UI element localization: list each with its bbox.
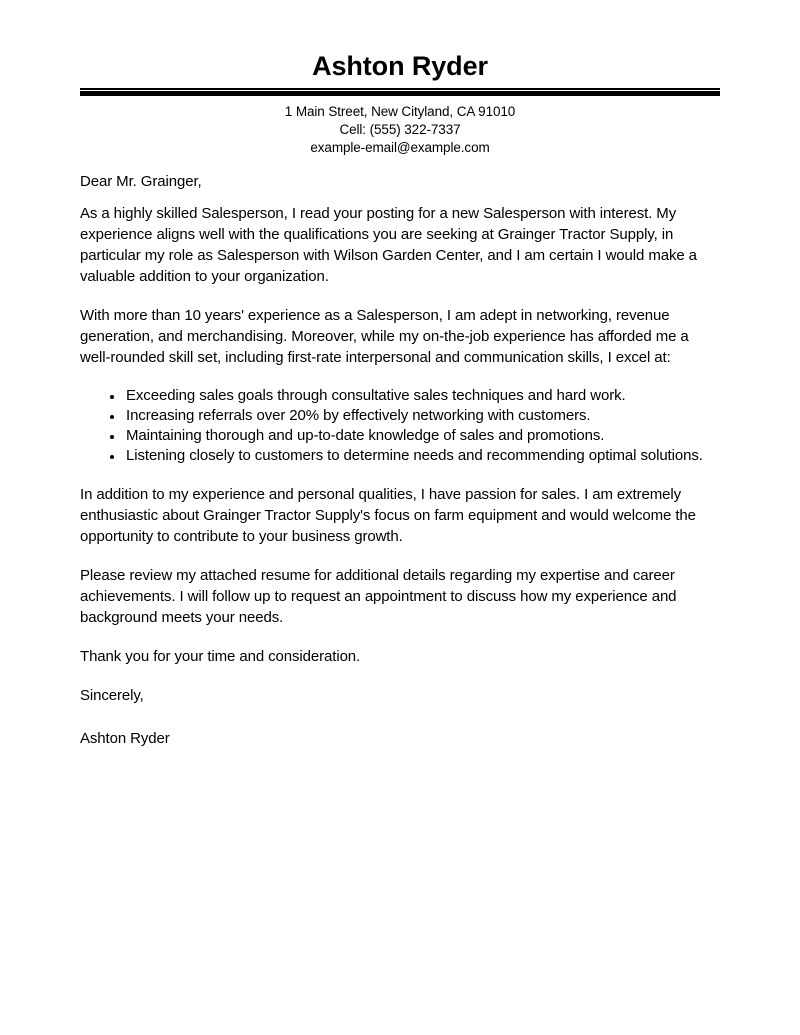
letter-body xyxy=(80,171,720,749)
paragraph-experience: With more than 10 years' experience as a Salesperson, I am adept in networking, revenue generation, and merchandising. Moreover, while my on-the-job experience has afforded me a well-rounded skill set, including first-rate interpersonal and communication skills, I excel at: xyxy=(80,307,689,366)
paragraph-passion: In addition to my experience and personal qualities, I have passion for sales. I am extremely enthusiastic about Grainger Tractor Supply's focus on farm equipment and would welcome the opportunity to contribute to your business growth. xyxy=(80,486,696,545)
paragraph-introduction: As a highly skilled Salesperson, I read your posting for a new Salesperson with interest. My experience aligns well with the qualifications you are seeking at Grainger Tractor Supply, in particular my role as Salesperson with Wilson Garden Center, and I am certain I would make a valuable addition to your organization. xyxy=(80,205,697,285)
list-item: • Maintaining thorough and up-to-date knowledge of sales and promotions. xyxy=(124,426,720,446)
list-item: • Increasing referrals over 20% by effectively networking with customers. xyxy=(124,406,720,426)
valediction: Sincerely, xyxy=(80,687,144,704)
contact-email: example-email@example.com xyxy=(310,140,490,155)
contact-address: 1 Main Street, New Cityland, CA 91010 xyxy=(284,104,516,119)
divider-thick-line xyxy=(80,91,720,96)
salutation: Dear Mr. Grainger, xyxy=(80,173,202,190)
letter-header xyxy=(80,50,720,157)
skills-list xyxy=(80,386,720,466)
header-divider xyxy=(80,88,720,96)
contact-block xyxy=(80,103,720,157)
page-title: Ashton Ryder xyxy=(312,51,488,81)
paragraph-follow-up: Please review my attached resume for additional details regarding my expertise and career achievements. I will follow up to request an appointment to discuss how my experience and background meets your needs. xyxy=(80,567,677,626)
signature-name: Ashton Ryder xyxy=(80,730,170,747)
contact-phone: Cell: (555) 322-7337 xyxy=(339,122,461,137)
paragraph-thanks: Thank you for your time and consideration. xyxy=(80,648,361,665)
list-item: • Exceeding sales goals through consultative sales techniques and hard work. xyxy=(124,386,720,406)
list-item: • Listening closely to customers to determine needs and recommending optimal solutions. xyxy=(124,446,720,466)
